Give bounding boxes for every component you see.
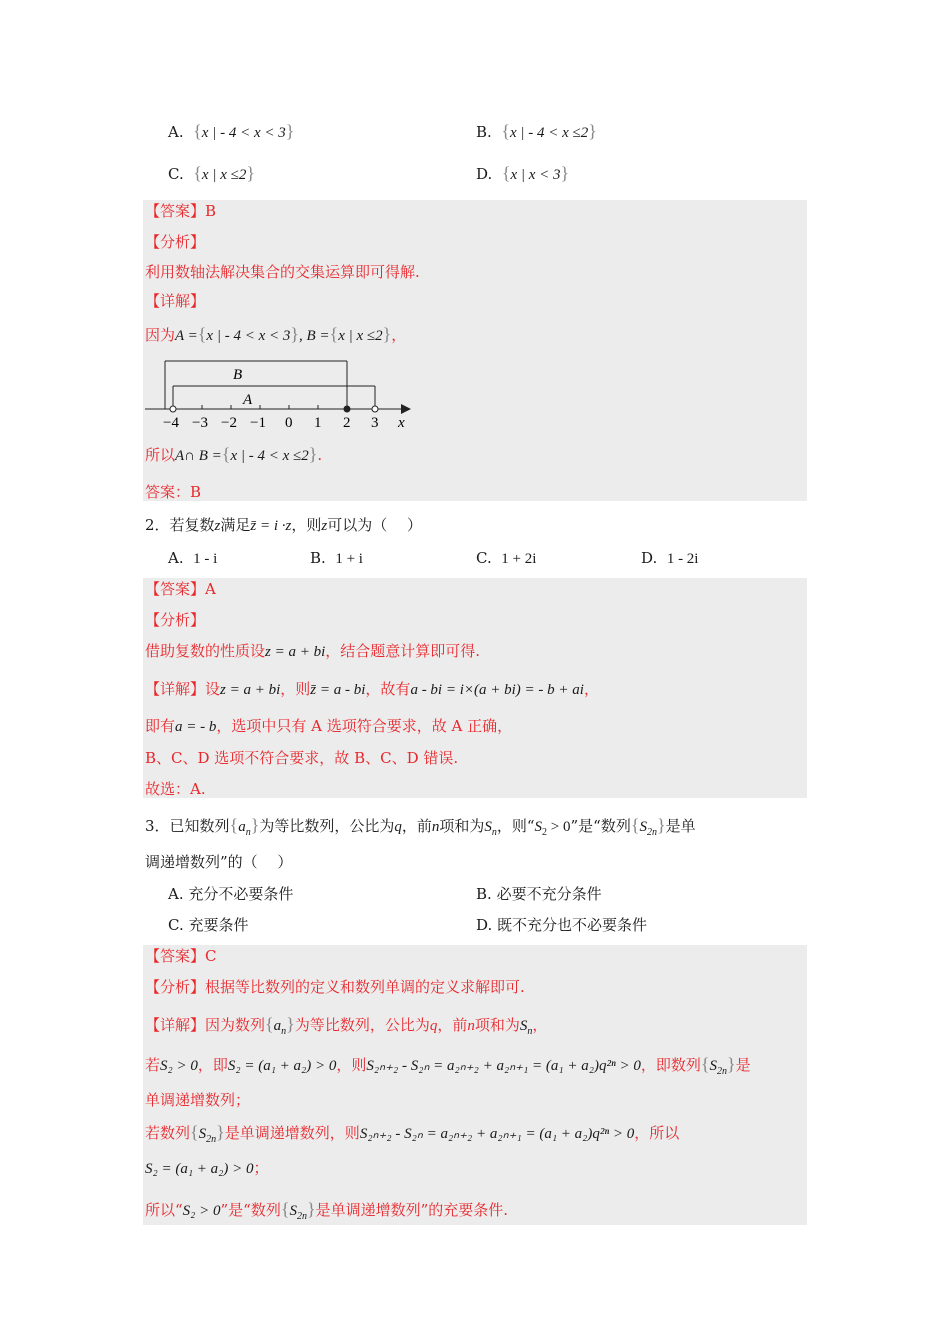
tick-label: 0 <box>285 415 293 431</box>
q2-final: 故选：A. <box>145 780 206 798</box>
q2-option-c: C. 1 + 2i <box>476 549 537 567</box>
closed-point-2 <box>344 406 350 412</box>
q2-option-b: B. 1 + i <box>310 549 363 567</box>
q2-stem: 2．若复数z满足z̄ = i ·z，则z可以为（ ） <box>145 516 423 534</box>
open-point-3 <box>372 406 378 412</box>
q3-detail-line3: 单调递增数列； <box>145 1091 251 1109</box>
q1-number-line <box>143 355 423 435</box>
q1-option-b: B. {x | - 4 < x ≤2} <box>476 121 597 141</box>
q1-answer: 【答案】B <box>145 202 217 220</box>
axis-var-label: x <box>398 415 405 431</box>
open-point-minus4 <box>170 406 176 412</box>
q1-option-a: A. {x | - 4 < x < 3} <box>168 121 295 141</box>
tick-label: 3 <box>371 415 379 431</box>
q3-answer: 【答案】C <box>145 947 217 965</box>
tick-label: 2 <box>343 415 351 431</box>
q3-option-d: D. 既不充分也不必要条件 <box>476 916 648 934</box>
q3-detail-line6: 所以“S₂ > 0”是“数列$\{S_{2n}\}$是单调递增数列”的充要条件. <box>145 1199 509 1222</box>
q1-final: 答案：B <box>145 483 202 501</box>
q3-option-c: C. 充要条件 <box>168 916 249 934</box>
q2-option-d: D. 1 - 2i <box>641 549 699 567</box>
q3-stem-line1: 3．已知数列$\{a_n\}$为等比数列，公比为q，前n项和为$S_n$，则“$S_2 > 0$”是“数列$\{S_{2n}\}$是单 <box>145 815 696 838</box>
tick-label: −2 <box>221 415 237 431</box>
tick-label: 1 <box>314 415 322 431</box>
q1-detail-label: 【详解】 <box>145 292 206 310</box>
q1-option-d: D. {x | x < 3} <box>476 163 570 183</box>
axis-arrow <box>401 404 411 414</box>
q2-answer: 【答案】A <box>145 580 216 598</box>
tick-label: −4 <box>163 415 179 431</box>
q1-detail-line1: 因为A ={x | - 4 < x < 3}, B ={x | x ≤2}， <box>145 324 407 344</box>
q1-option-c: C. {x | x ≤2} <box>168 163 255 183</box>
q2-detail-line2: 即有a = - b，选项中只有 A 选项符合要求，故 A 正确， <box>145 717 513 735</box>
q2-detail-line3: B、C、D 选项不符合要求，故 B、C、D 错误. <box>145 749 459 767</box>
q2-option-a: A. 1 - i <box>168 549 218 567</box>
q2-detail-line1: 【详解】设z = a + bi，则z̄ = a - bi，故有a - bi = i×(a + bi) = - b + ai， <box>145 680 599 698</box>
q1-analysis-text: 利用数轴法解决集合的交集运算即可得解. <box>145 263 420 281</box>
q3-detail-line4: 若数列$\{S_{2n}\}$是单调递增数列，则S₂ₙ₊₂ - S₂ₙ = a₂ₙ₊₂ + a₂ₙ₊₁ = (a₁ + a₂)q²ⁿ > 0，所以 <box>145 1122 680 1145</box>
set-a-label: A <box>243 392 253 408</box>
tick-label: −1 <box>250 415 266 431</box>
q3-analysis: 【分析】根据等比数列的定义和数列单调的定义求解即可. <box>145 978 525 996</box>
q3-option-b: B. 必要不充分条件 <box>476 885 602 903</box>
q3-detail-line2: 若S₂ > 0，即S₂ = (a₁ + a₂) > 0，则S₂ₙ₊₂ - S₂ₙ = a₂ₙ₊₂ + a₂ₙ₊₁ = (a₁ + a₂)q²ⁿ > 0，即数列$\{S_{2n}\}$是 <box>145 1054 751 1077</box>
q3-detail-line5: S₂ = (a₁ + a₂) > 0； <box>145 1159 269 1177</box>
q3-stem-line2: 调递增数列”的（ ） <box>145 853 293 871</box>
q1-detail-line2: 所以A∩ B ={x | - 4 < x ≤2}. <box>145 444 323 464</box>
q3-detail-line1: 【详解】因为数列$\{a_n\}$为等比数列，公比为q，前n项和为$S_n$， <box>145 1014 548 1037</box>
q2-analysis-label: 【分析】 <box>145 611 206 629</box>
tick-label: −3 <box>192 415 208 431</box>
set-b-label: B <box>233 367 243 383</box>
q3-option-a: A. 充分不必要条件 <box>168 885 294 903</box>
q1-analysis-label: 【分析】 <box>145 233 206 251</box>
q2-analysis-text: 借助复数的性质设z = a + bi，结合题意计算即可得. <box>145 642 481 660</box>
